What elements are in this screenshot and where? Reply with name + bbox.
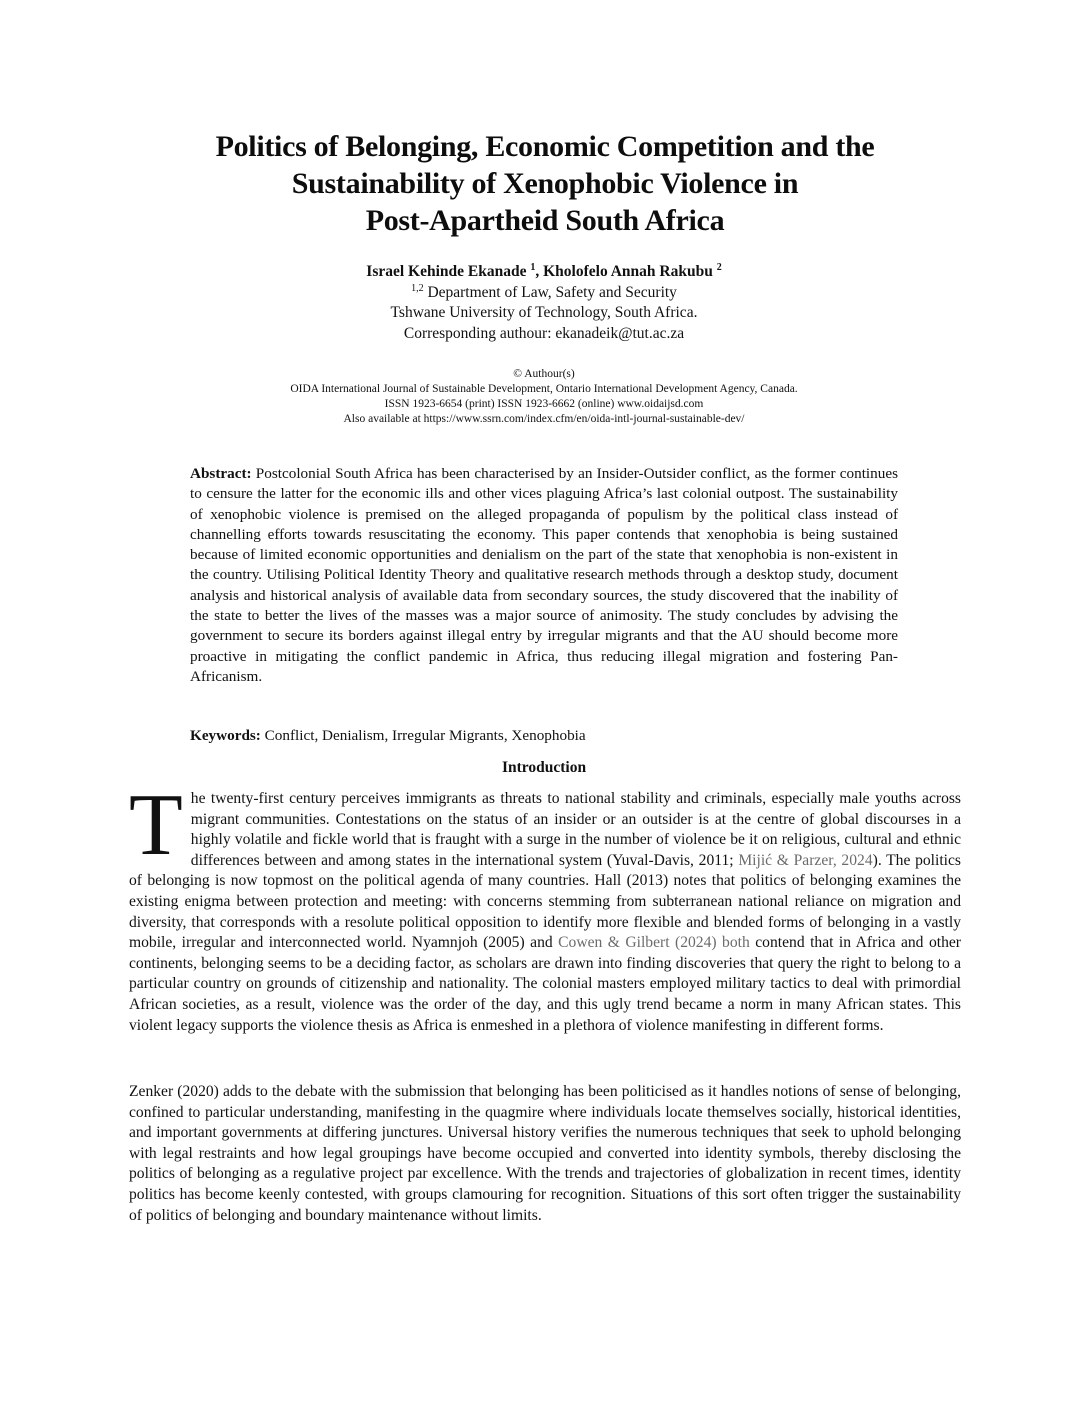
abstract-label: Abstract: [190,465,252,482]
author-affiliation-mark: 1 [530,262,536,273]
section-heading-introduction: Introduction [501,759,587,776]
department-text: Department of Law, Safety and Security [423,283,677,301]
title-line: Politics of Belonging, Economic Competition and the [215,130,875,163]
corresponding-author[interactable]: Corresponding authour: ekanadeik@tut.ac.za [403,324,685,342]
title-line: Sustainability of Xenophobic Violence in [291,167,799,200]
article-title [150,128,940,239]
paragraph-text: ). The politics of belonging is now topmost on the political agenda of many countries. Hall (2013) notes that politics of belonging examines the existing enigma between protection and meeting: with concerns stemming from subterranean national reliance on migration and diversity, that corresponds with a resolute political opposition to identify more flexible and blended forms of belonging in a vastly mobile, irregular and interconnected world. Nyamnjoh (2005) and [129,851,961,952]
affiliation-university: Tshwane University of Technology, South Africa. [390,304,698,321]
drop-cap: T [129,777,183,874]
paragraph-text: he twenty-first century perceives immigrants as threats to national stability and criminals, especially male youths across migrant communities. Contestations on the status of an insider or an outsider is at the centre of global discourses in a highly volatile and fickle world that is fraught with a surge in the number of violence be it on religious, cultural and ethnic differences between and among states in the international system (Yuval-Davis, 2011; [190,790,961,869]
journal-name: OIDA International Journal of Sustainable Development, Ontario International Development Agency, Canada. [290,383,798,395]
availability-link[interactable]: Also available at https://www.ssrn.com/index.cfm/en/oida-intl-journal-sustainable-dev/ [343,413,745,425]
author-block [240,262,848,344]
intro-paragraph [129,777,961,1036]
author-list [240,262,848,283]
keywords-label: Keywords: [190,727,261,744]
keywords-text: Conflict, Denialism, Irregular Migrants, Xenophobia [260,727,586,744]
abstract-text: Postcolonial South Africa has been characterised by an Insider-Outsider conflict, as the former continues to censure the latter for the economic ills and other vices plaguing Africa’s last colonial outpost. The sustainability of xenophobic violence is premised on the alleged propaganda of populism by the political class instead of channelling efforts towards resuscitating the economy. This paper contends that xenophobia is being sustained because of limited economic opportunities and denialism on the part of the state that xenophobia is non-existent in the country. Utilising Political Identity Theory and qualitative research methods through a desktop study, document analysis and historical analysis of available data from secondary sources, the study discovered that the inability of the state to better the lives of the masses was a major source of animosity. The study concludes by advising the government to secure its borders against illegal entry by irregular migrants and that the AU should become more proactive in mitigating the conflict pandemic in Africa, thus reducing illegal migration and fostering Pan-Africanism. [190,465,898,685]
paragraph-text: contend that in Africa and other continents, belonging seems to be a deciding factor, as scholars are drawn into finding discoveries that query the right to belong to a particular country on grounds of citizenship and nationality. The colonial masters employed military tactics to deal with primordial African societies, as a result, violence was the order of the day, and this ugly trend became a norm in many African states. This violent legacy supports the violence thesis as Africa is enmeshed in a plethora of violence manifesting in different forms. [129,934,961,1034]
author-name: Israel Kehinde Ekanade [366,263,527,280]
affiliation-department [240,283,848,304]
author-affiliation-mark: 2 [716,262,722,273]
issn-line: ISSN 1923-6654 (print) ISSN 1923-6662 (online) www.oidaijsd.com [384,398,704,410]
citation-link[interactable]: Mijić & Parzer, 2024 [738,851,873,869]
intro-paragraph: Zenker (2020) adds to the debate with the submission that belonging has been politicised as it handles notions of sense of belonging, confined to particular understanding, manifesting in the quagmire where individuals locate themselves socially, historical identities, and important governments at differing junctures. Universal history verifies the numerous techniques that seek to uphold belonging with legal restraints and how legal groupings have become occupied and converted into identity symbols, thereby disclosing the politics of belonging as a regulative project par excellence. With the trends and trajectories of globalization in recent times, identity politics has become keenly contested, with groups clamouring for recognition. Situations of this sort often trigger the sustainability of politics of belonging and boundary maintenance without limits. [129,1083,961,1224]
keywords [190,726,898,746]
affiliation-mark: 1,2 [411,282,424,294]
journal-info [170,367,918,427]
author-name: Kholofelo Annah Rakubu [543,263,713,280]
copyright-notice: © Authour(s) [513,368,575,380]
citation-link[interactable]: Cowen & Gilbert (2024) both [558,934,750,952]
author-separator: , [535,263,544,280]
abstract [190,464,898,687]
title-line: Post-Apartheid South Africa [365,204,725,237]
